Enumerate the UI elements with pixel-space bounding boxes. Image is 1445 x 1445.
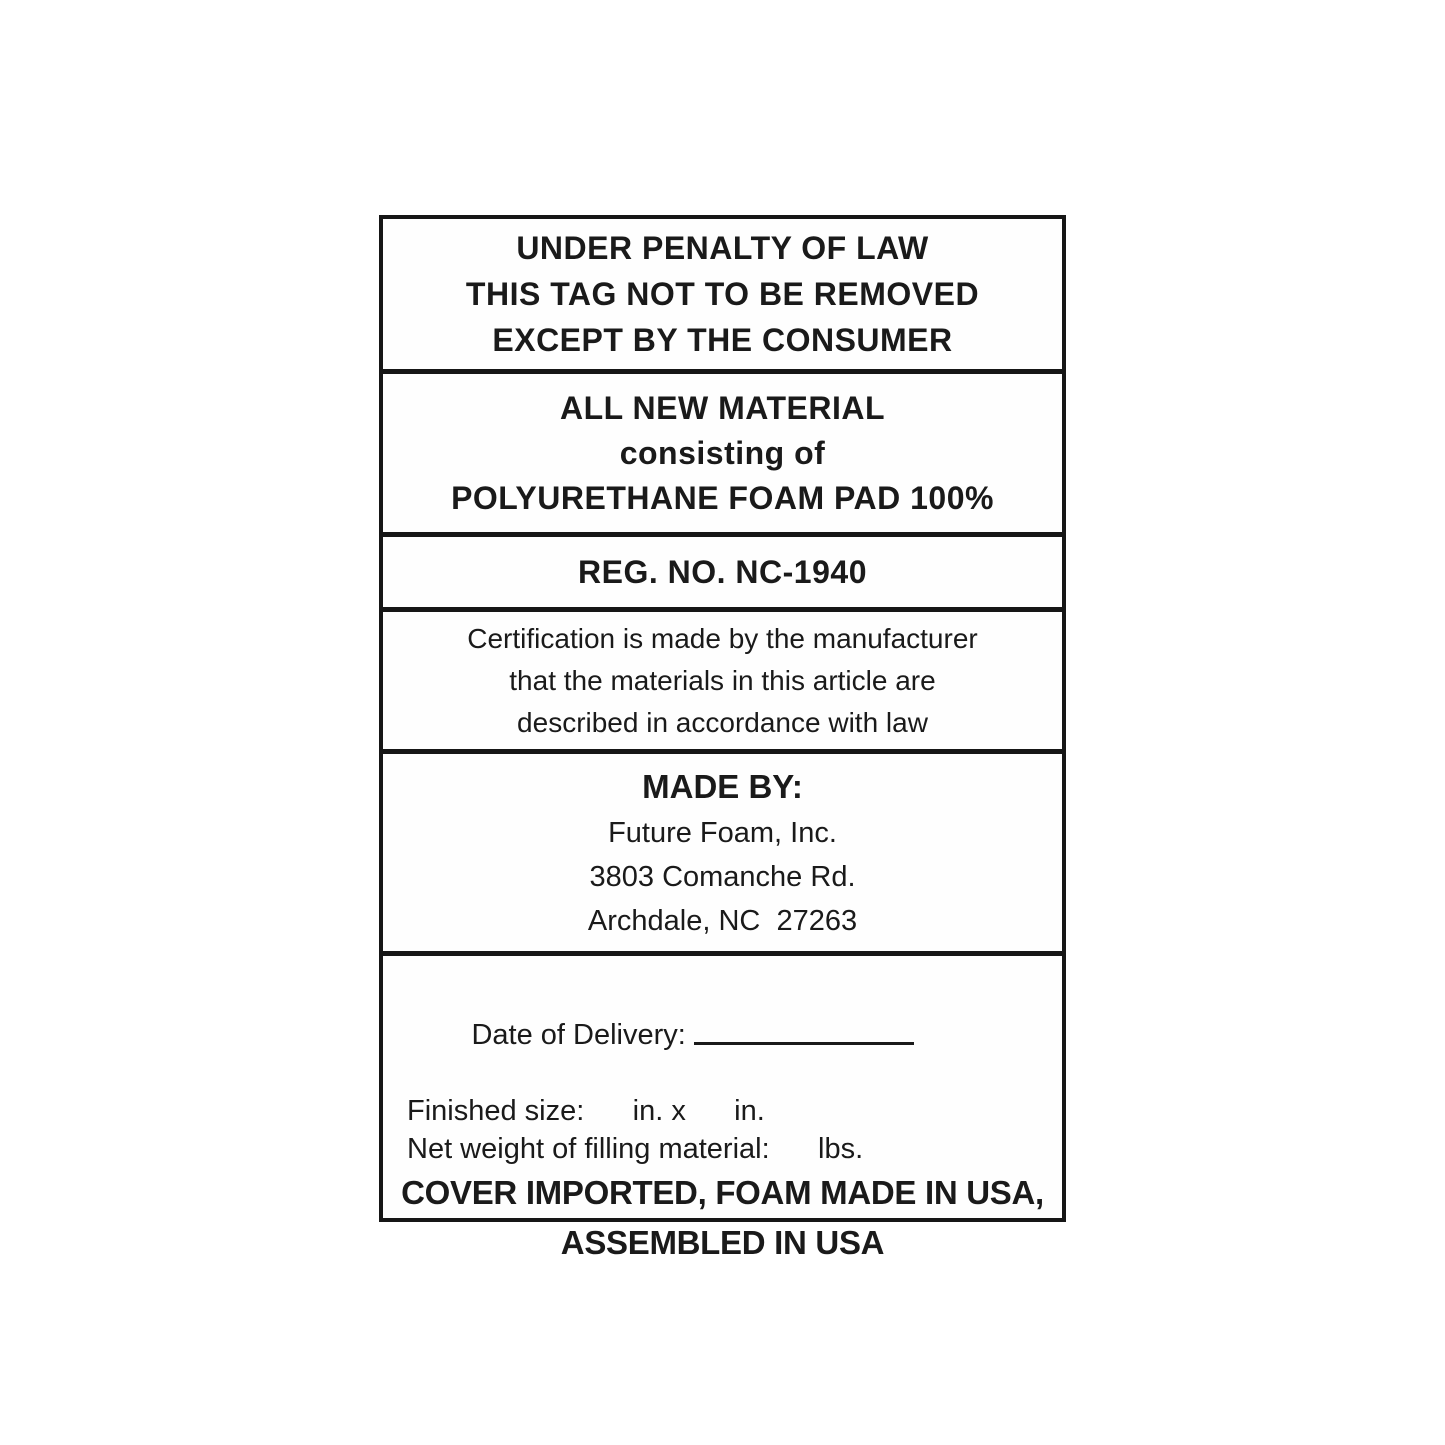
registration-section	[383, 537, 1062, 612]
delivery-form	[383, 956, 1062, 1168]
net-weight-line: Net weight of filling material: lbs.	[407, 1133, 864, 1165]
law-label	[379, 215, 1066, 1261]
registration-number: REG. NO. NC-1940	[578, 553, 867, 590]
finished-size-line: Finished size: in. x in.	[407, 1095, 765, 1127]
made-by-section	[383, 754, 1062, 956]
penalty-line: UNDER PENALTY OF LAW	[516, 230, 929, 266]
certification-line: that the materials in this article are	[509, 664, 936, 696]
delivery-details-section	[383, 956, 1062, 1261]
material-line: POLYURETHANE FOAM PAD 100%	[451, 479, 994, 516]
material-section	[383, 374, 1062, 537]
material-line: consisting of	[619, 434, 826, 471]
material-line: ALL NEW MATERIAL	[560, 389, 885, 426]
manufacturer-street: 3803 Comanche Rd.	[589, 860, 856, 893]
origin-line: COVER IMPORTED, FOAM MADE IN USA,	[401, 1174, 1044, 1211]
origin-line: ASSEMBLED IN USA	[560, 1224, 885, 1261]
made-by-heading: MADE BY:	[642, 767, 803, 805]
penalty-line: THIS TAG NOT TO BE REMOVED	[465, 276, 980, 312]
penalty-section	[383, 219, 1062, 374]
manufacturer-city: Archdale, NC 27263	[587, 904, 858, 937]
origin-statement	[383, 1168, 1062, 1280]
penalty-line: EXCEPT BY THE CONSUMER	[492, 322, 953, 358]
certification-line: Certification is made by the manufacturer	[467, 622, 978, 654]
date-of-delivery-line	[407, 978, 1062, 1092]
date-blank-line	[694, 1042, 914, 1045]
certification-line: described in accordance with law	[517, 706, 928, 738]
manufacturer-name: Future Foam, Inc.	[608, 816, 837, 849]
certification-section	[383, 612, 1062, 754]
date-of-delivery-label: Date of Delivery:	[471, 1019, 686, 1051]
